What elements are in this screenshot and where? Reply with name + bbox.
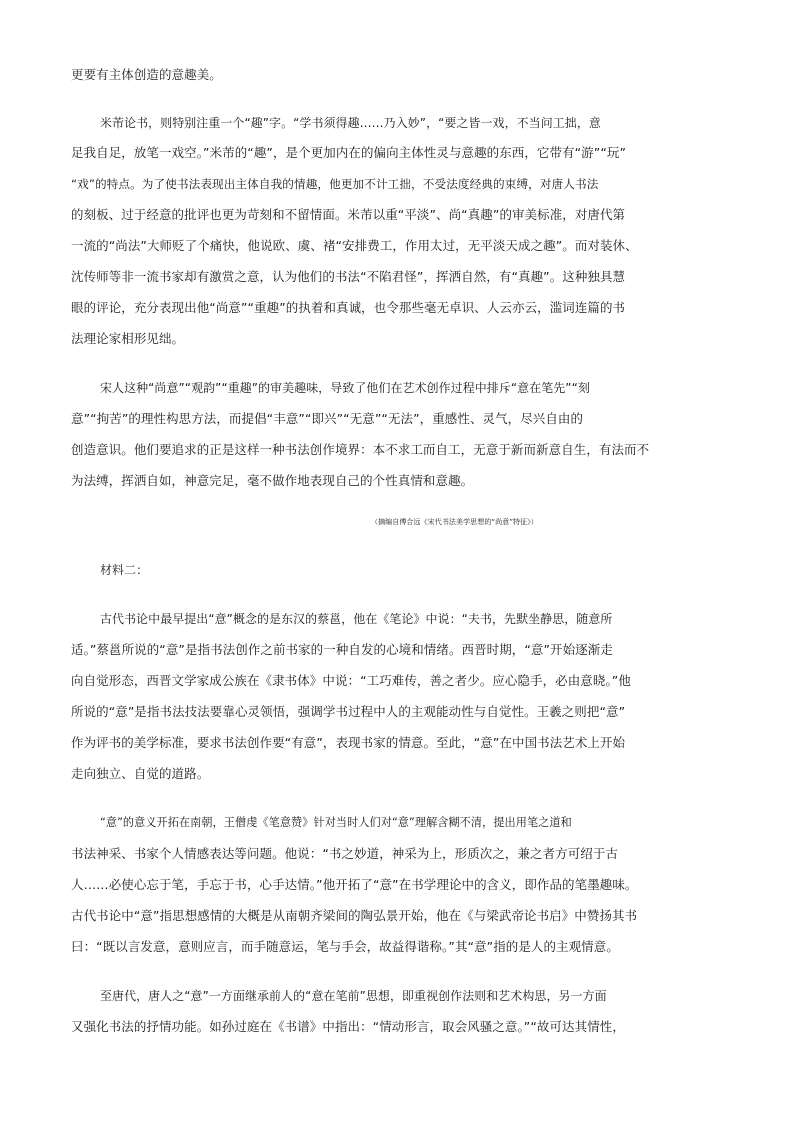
- text-line: 古代书论中“意”指思想感情的大概是从南朝齐梁间的陶弘景开始，他在《与梁武帝论书启》中赞扬其书: [71, 908, 638, 923]
- text-line: 创造意识。他们要追求的正是这样一种书法创作境界：本不求工而自工，无意于新而新意自生，有法而不: [71, 442, 650, 457]
- text-line: “戏”的特点。为了使书法表现出主体自我的情趣，他更加不计工拙，不受法度经典的束缚，对唐人书法: [71, 177, 599, 191]
- source-citation: （摘编自傅合远《宋代书法美学思想的“尚意”特征》）: [371, 518, 538, 526]
- text-line: 书法神采、书家个人情感表达等问题。他说：“书之妙道，神采为上，形质次之，兼之者方可绍于古: [71, 846, 619, 861]
- text-line: 米芾论书，则特别注重一个“趣”字。“学书须得趣……乃入妙”，“要之皆一戏，不当问工拙，意: [100, 116, 601, 130]
- text-line: 适。”蔡邕所说的“意”是指书法创作之前书家的一种自发的心境和情绪。西晋时期，“意”开始逐渐走: [71, 642, 613, 657]
- text-line: 向自觉形态，西晋文学家成公族在《隶书体》中说：“工巧难传，善之者少。应心隐手，必由意晓。”他: [71, 673, 631, 688]
- text-line: 走向独立、自觉的道路。: [71, 766, 210, 781]
- text-line: 的刻板、过于经意的批评也更为苛刻和不留情面。米芾以重“平淡”、尚“真趣”的审美标准，对唐代第: [71, 207, 626, 222]
- text-line: 所说的“意”是指书法技法要靠心灵领悟，强调学书过程中人的主观能动性与自觉性。王羲之则把“意”: [71, 704, 626, 719]
- text-line: 人……必使心忘于笔，手忘于书，心手达情。”他开拓了“意”在书学理论中的含义，即作品的笔墨趣味。: [71, 877, 638, 892]
- text-line: 宋人这种“尚意”“观韵”“重趣”的审美趣味，导致了他们在艺术创作过程中排斥“意在笔先”“刻: [100, 381, 590, 395]
- text-line: 曰：“既以言发意，意则应言，而手随意运，笔与手会，故益得谐称。”其“意”指的是人的主观情意。: [71, 939, 619, 954]
- text-line: 沈传师等非一流书家却有激赏之意，认为他们的书法“不陷君怪”，挥洒自然，有“真趣”。这种独具慧: [71, 269, 626, 284]
- text-line: 法理论家相形见绌。: [71, 331, 185, 346]
- text-line: 意”“拘苦”的理性构思方法，而提倡“丰意”“即兴”“无意”“无法”，重感性、灵气，尽兴自由的: [71, 411, 584, 426]
- section-heading: 材料二：: [100, 563, 149, 577]
- text-line: 至唐代，唐人之“意”一方面继承前人的“意在笔前”思想，即重视创作法则和艺术构思，另一方面: [100, 989, 607, 1003]
- text-line: 足我自足，放笔一戏空。”米芾的“趣”，是个更加内在的偏向主体性灵与意趣的东西，它带有“游”“玩”: [71, 145, 627, 160]
- text-line: 为法缚，挥洒自如，神意完足，毫不做作地表现自己的个性真情和意趣。: [71, 473, 474, 488]
- text-line: 一流的“尚法”大师贬了个痛快，他说欧、虞、褚“安排费工，作用太过，无平淡天成之趣”。而对装休、: [71, 238, 638, 253]
- text-line: 古代书论中最早提出“意”概念的是东汉的蔡邕，他在《笔论》中说：“夫书，先默坐静思，随意所: [100, 612, 613, 626]
- text-line: 更要有主体创造的意趣美。: [71, 67, 222, 82]
- text-line: 又强化书法的抒情功能。如孙过庭在《书谱》中指出：“情动形言，取会风骚之意。”“故可达其情性，: [71, 1019, 625, 1034]
- text-line: 眼的评论，充分表现出他“尚意”“重趣”的执着和真诚，也令那些毫无卓识、人云亦云，滥词连篇的书: [71, 300, 626, 315]
- text-line: 作为评书的美学标准，要求书法创作要“有意”，表现书家的情意。至此，“意”在中国书法艺术上开始: [71, 735, 626, 750]
- text-line: “意”的意义开拓在南朝，王僧虔《笔意赞》针对当时人们对“意”理解含糊不清，提出用笔之道和: [100, 816, 572, 829]
